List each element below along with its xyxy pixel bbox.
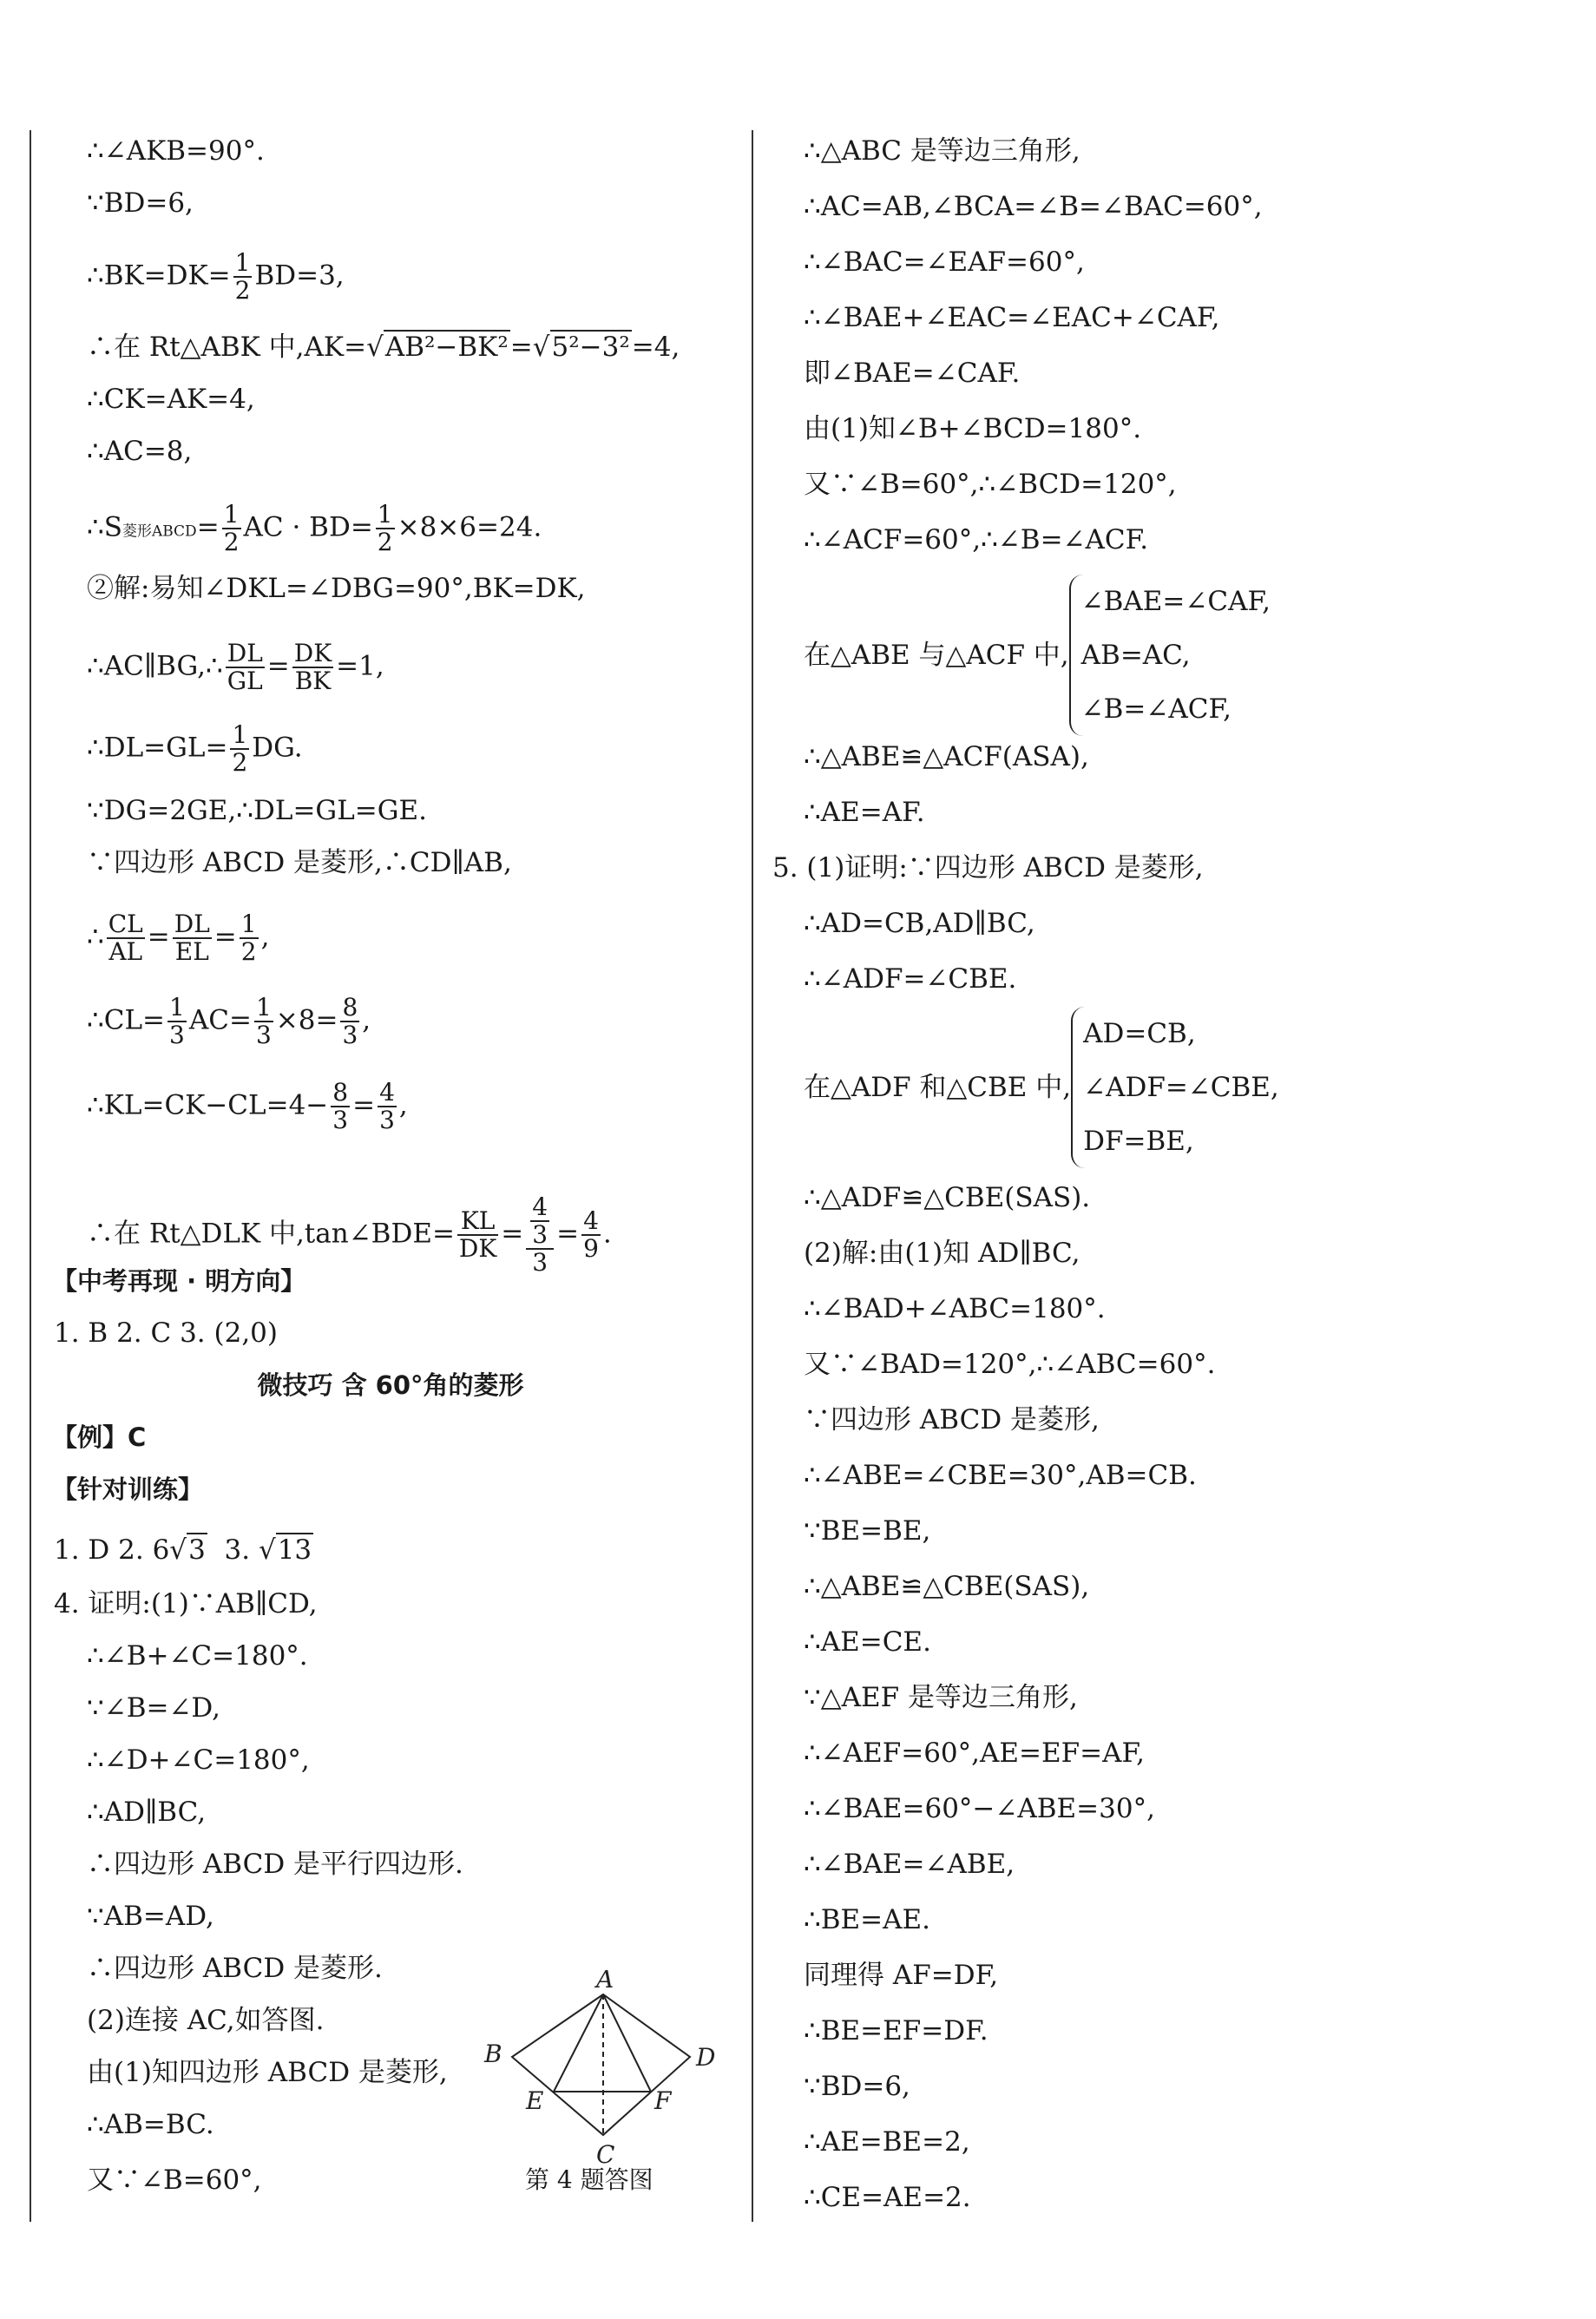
line: (2)解:由(1)知 AD∥BC,: [804, 1238, 1080, 1269]
brace-system: ∠BAE=∠CAF, AB=AC, ∠B=∠ACF,: [1069, 575, 1271, 736]
line: ∴四边形 ABCD 是菱形.: [87, 1953, 383, 1984]
line: ∴∠BAE=60°−∠ABE=30°,: [804, 1793, 1155, 1824]
fraction: $\frac{DL}{EL}$: [174, 910, 210, 966]
line: ∴AE=AF.: [804, 797, 925, 828]
line: ∴ $\frac{CL}{AL}$ = $\frac{DL}{EL}$ = $\frac{1}{2}$ ,: [87, 910, 270, 966]
answer-line: 1. D 2. 6√3 3. √13: [54, 1534, 312, 1566]
line: ∴∠AKB=90°.: [87, 135, 265, 167]
segment-af: [603, 1994, 651, 2092]
example-answer: 【例】C: [52, 1422, 147, 1452]
line: ∵BE=BE,: [804, 1515, 931, 1547]
line: ∴△ABE≌△CBE(SAS),: [804, 1571, 1090, 1602]
line: ∴AD=CB,AD∥BC,: [804, 908, 1035, 939]
fraction: $\frac{KL}{DK}$: [458, 1206, 497, 1263]
line: ∴BK=DK= $\frac{1}{2}$ BD=3,: [87, 248, 345, 305]
line: 又∵∠BAD=120°,∴∠ABC=60°.: [804, 1349, 1216, 1380]
line: ∵四边形 ABCD 是菱形,∴CD∥AB,: [87, 847, 512, 878]
line: ∴在 Rt△DLK 中,tan∠BDE= $\frac{KL}{DK}$ = $\frac{\frac{4}{3}}{3}$ = $\frac{4}{9}$ .: [87, 1192, 612, 1277]
column-divider: [752, 130, 753, 2222]
system-block: 在△ADF 和△CBE 中, AD=CB, ∠ADF=∠CBE, DF=BE,: [804, 1007, 1279, 1168]
fraction: $\frac{1}{2}$: [377, 500, 393, 556]
label-c: C: [596, 2140, 615, 2169]
line: ∴DL=GL= $\frac{1}{2}$ DG.: [87, 720, 303, 777]
answer-line: 1. B 2. C 3. (2,0): [54, 1317, 278, 1349]
line: 由(1)知∠B+∠BCD=180°.: [804, 413, 1142, 444]
line: ∵∠B=∠D,: [87, 1692, 221, 1724]
line: ∴AD∥BC,: [87, 1797, 207, 1828]
compound-fraction: $\frac{\frac{4}{3}}{3}$: [526, 1194, 554, 1276]
line: ∴∠B+∠C=180°.: [87, 1640, 308, 1672]
line: ∴∠BAE+∠EAC=∠EAC+∠CAF,: [804, 302, 1220, 333]
fraction: $\frac{1}{2}$: [223, 500, 240, 556]
line: ∴KL=CK−CL=4− $\frac{8}{3}$ = $\frac{4}{3}$ ,: [87, 1078, 408, 1134]
left-margin-rule: [30, 130, 31, 2222]
fraction: $\frac{1}{3}$: [169, 993, 185, 1049]
fraction: $\frac{1}{2}$: [232, 720, 248, 777]
fraction: $\frac{CL}{AL}$: [108, 910, 143, 966]
line: ∵BD=6,: [804, 2071, 910, 2102]
fraction: $\frac{DL}{GL}$: [227, 639, 263, 695]
line: 又∵∠B=60°,: [87, 2165, 262, 2196]
line: ∴∠BAE=∠ABE,: [804, 1849, 1015, 1880]
line: ∴∠D+∠C=180°,: [87, 1744, 310, 1776]
line: ∴∠ADF=∠CBE.: [804, 963, 1017, 995]
segment-ae: [554, 1994, 603, 2092]
fraction: $\frac{1}{3}$: [255, 993, 272, 1049]
line: ∴AC=8,: [87, 436, 193, 467]
line: ∴∠ACF=60°,∴∠B=∠ACF.: [804, 524, 1149, 555]
fraction: $\frac{8}{3}$: [332, 1078, 349, 1134]
line: 4. 证明:(1)∵AB∥CD,: [54, 1588, 318, 1619]
line: ∴AE=CE.: [804, 1626, 931, 1658]
line: ∵AB=AD,: [87, 1901, 214, 1932]
line: ∴CE=AE=2.: [804, 2182, 971, 2213]
label-e: E: [526, 2086, 544, 2115]
figure-caption: 第 4 题答图: [525, 2165, 654, 2194]
line: ∵BD=6,: [87, 187, 194, 219]
section-heading: 【针对训练】: [52, 1475, 204, 1504]
line: ∴AC∥BG,∴ $\frac{DL}{GL}$ = $\frac{DK}{BK}$ =1,: [87, 639, 384, 695]
line: ∵DG=2GE,∴DL=GL=GE.: [87, 795, 427, 826]
line: ∴S菱形ABCD= $\frac{1}{2}$ AC · BD= $\frac{1}{2}$ ×8×6=24.: [87, 500, 542, 556]
line: ∴CK=AK=4,: [87, 384, 255, 415]
line: ∴BE=AE.: [804, 1904, 930, 1935]
label-d: D: [696, 2043, 716, 2072]
fraction: $\frac{4}{9}$: [583, 1206, 599, 1263]
fraction: $\frac{1}{2}$: [240, 910, 257, 966]
line: ∴∠ABE=∠CBE=30°,AB=CB.: [804, 1460, 1197, 1491]
fraction: $\frac{4}{3}$: [379, 1078, 395, 1134]
line: ∴∠BAD+∠ABC=180°.: [804, 1293, 1106, 1324]
line: 由(1)知四边形 ABCD 是菱形,: [87, 2057, 448, 2088]
line: ∴BE=EF=DF.: [804, 2015, 988, 2046]
line: ②解:易知∠DKL=∠DBG=90°,BK=DK,: [87, 573, 586, 604]
line: ∴∠AEF=60°,AE=EF=AF,: [804, 1738, 1146, 1769]
line: ∴△ABC 是等边三角形,: [804, 135, 1080, 167]
fraction: $\frac{DK}{BK}$: [293, 639, 332, 695]
line: ∵四边形 ABCD 是菱形,: [804, 1404, 1100, 1435]
line: ∴AB=BC.: [87, 2109, 214, 2140]
brace-system: AD=CB, ∠ADF=∠CBE, DF=BE,: [1071, 1007, 1279, 1168]
fraction: $\frac{8}{3}$: [342, 993, 358, 1049]
line: ∴△ADF≌△CBE(SAS).: [804, 1182, 1091, 1213]
line: ∴∠BAC=∠EAF=60°,: [804, 246, 1085, 278]
line: ∴四边形 ABCD 是平行四边形.: [87, 1849, 463, 1880]
fraction: $\frac{1}{2}$: [234, 248, 251, 305]
line: ∴△ABE≌△ACF(ASA),: [804, 741, 1089, 772]
line: 即∠BAE=∠CAF.: [804, 358, 1021, 389]
question-5: 5. (1)证明:∵四边形 ABCD 是菱形,: [772, 852, 1204, 884]
line: 又∵∠B=60°,∴∠BCD=120°,: [804, 469, 1177, 500]
line: ∴CL= $\frac{1}{3}$ AC= $\frac{1}{3}$ ×8= $\frac{8}{3}$ ,: [87, 993, 371, 1049]
line: ∵△AEF 是等边三角形,: [804, 1682, 1078, 1713]
system-block: 在△ABE 与△ACF 中, ∠BAE=∠CAF, AB=AC, ∠B=∠ACF,: [804, 575, 1271, 736]
label-b: B: [484, 2040, 502, 2068]
line: ∴AC=AB,∠BCA=∠B=∠BAC=60°,: [804, 191, 1263, 222]
line: ∴AE=BE=2,: [804, 2126, 970, 2158]
rhombus-figure: [477, 1970, 738, 2196]
section-heading: 【中考再现 · 明方向】: [52, 1266, 306, 1296]
label-f: F: [654, 2086, 672, 2115]
section-title: 微技巧 含 60°角的菱形: [257, 1370, 524, 1400]
line: 同理得 AF=DF,: [804, 1960, 999, 1991]
label-a: A: [596, 1970, 614, 1994]
line: ∴在 Rt△ABK 中,AK=√AB²−BK²=√5²−3²=4,: [87, 332, 680, 363]
line: (2)连接 AC,如答图.: [87, 2005, 325, 2036]
